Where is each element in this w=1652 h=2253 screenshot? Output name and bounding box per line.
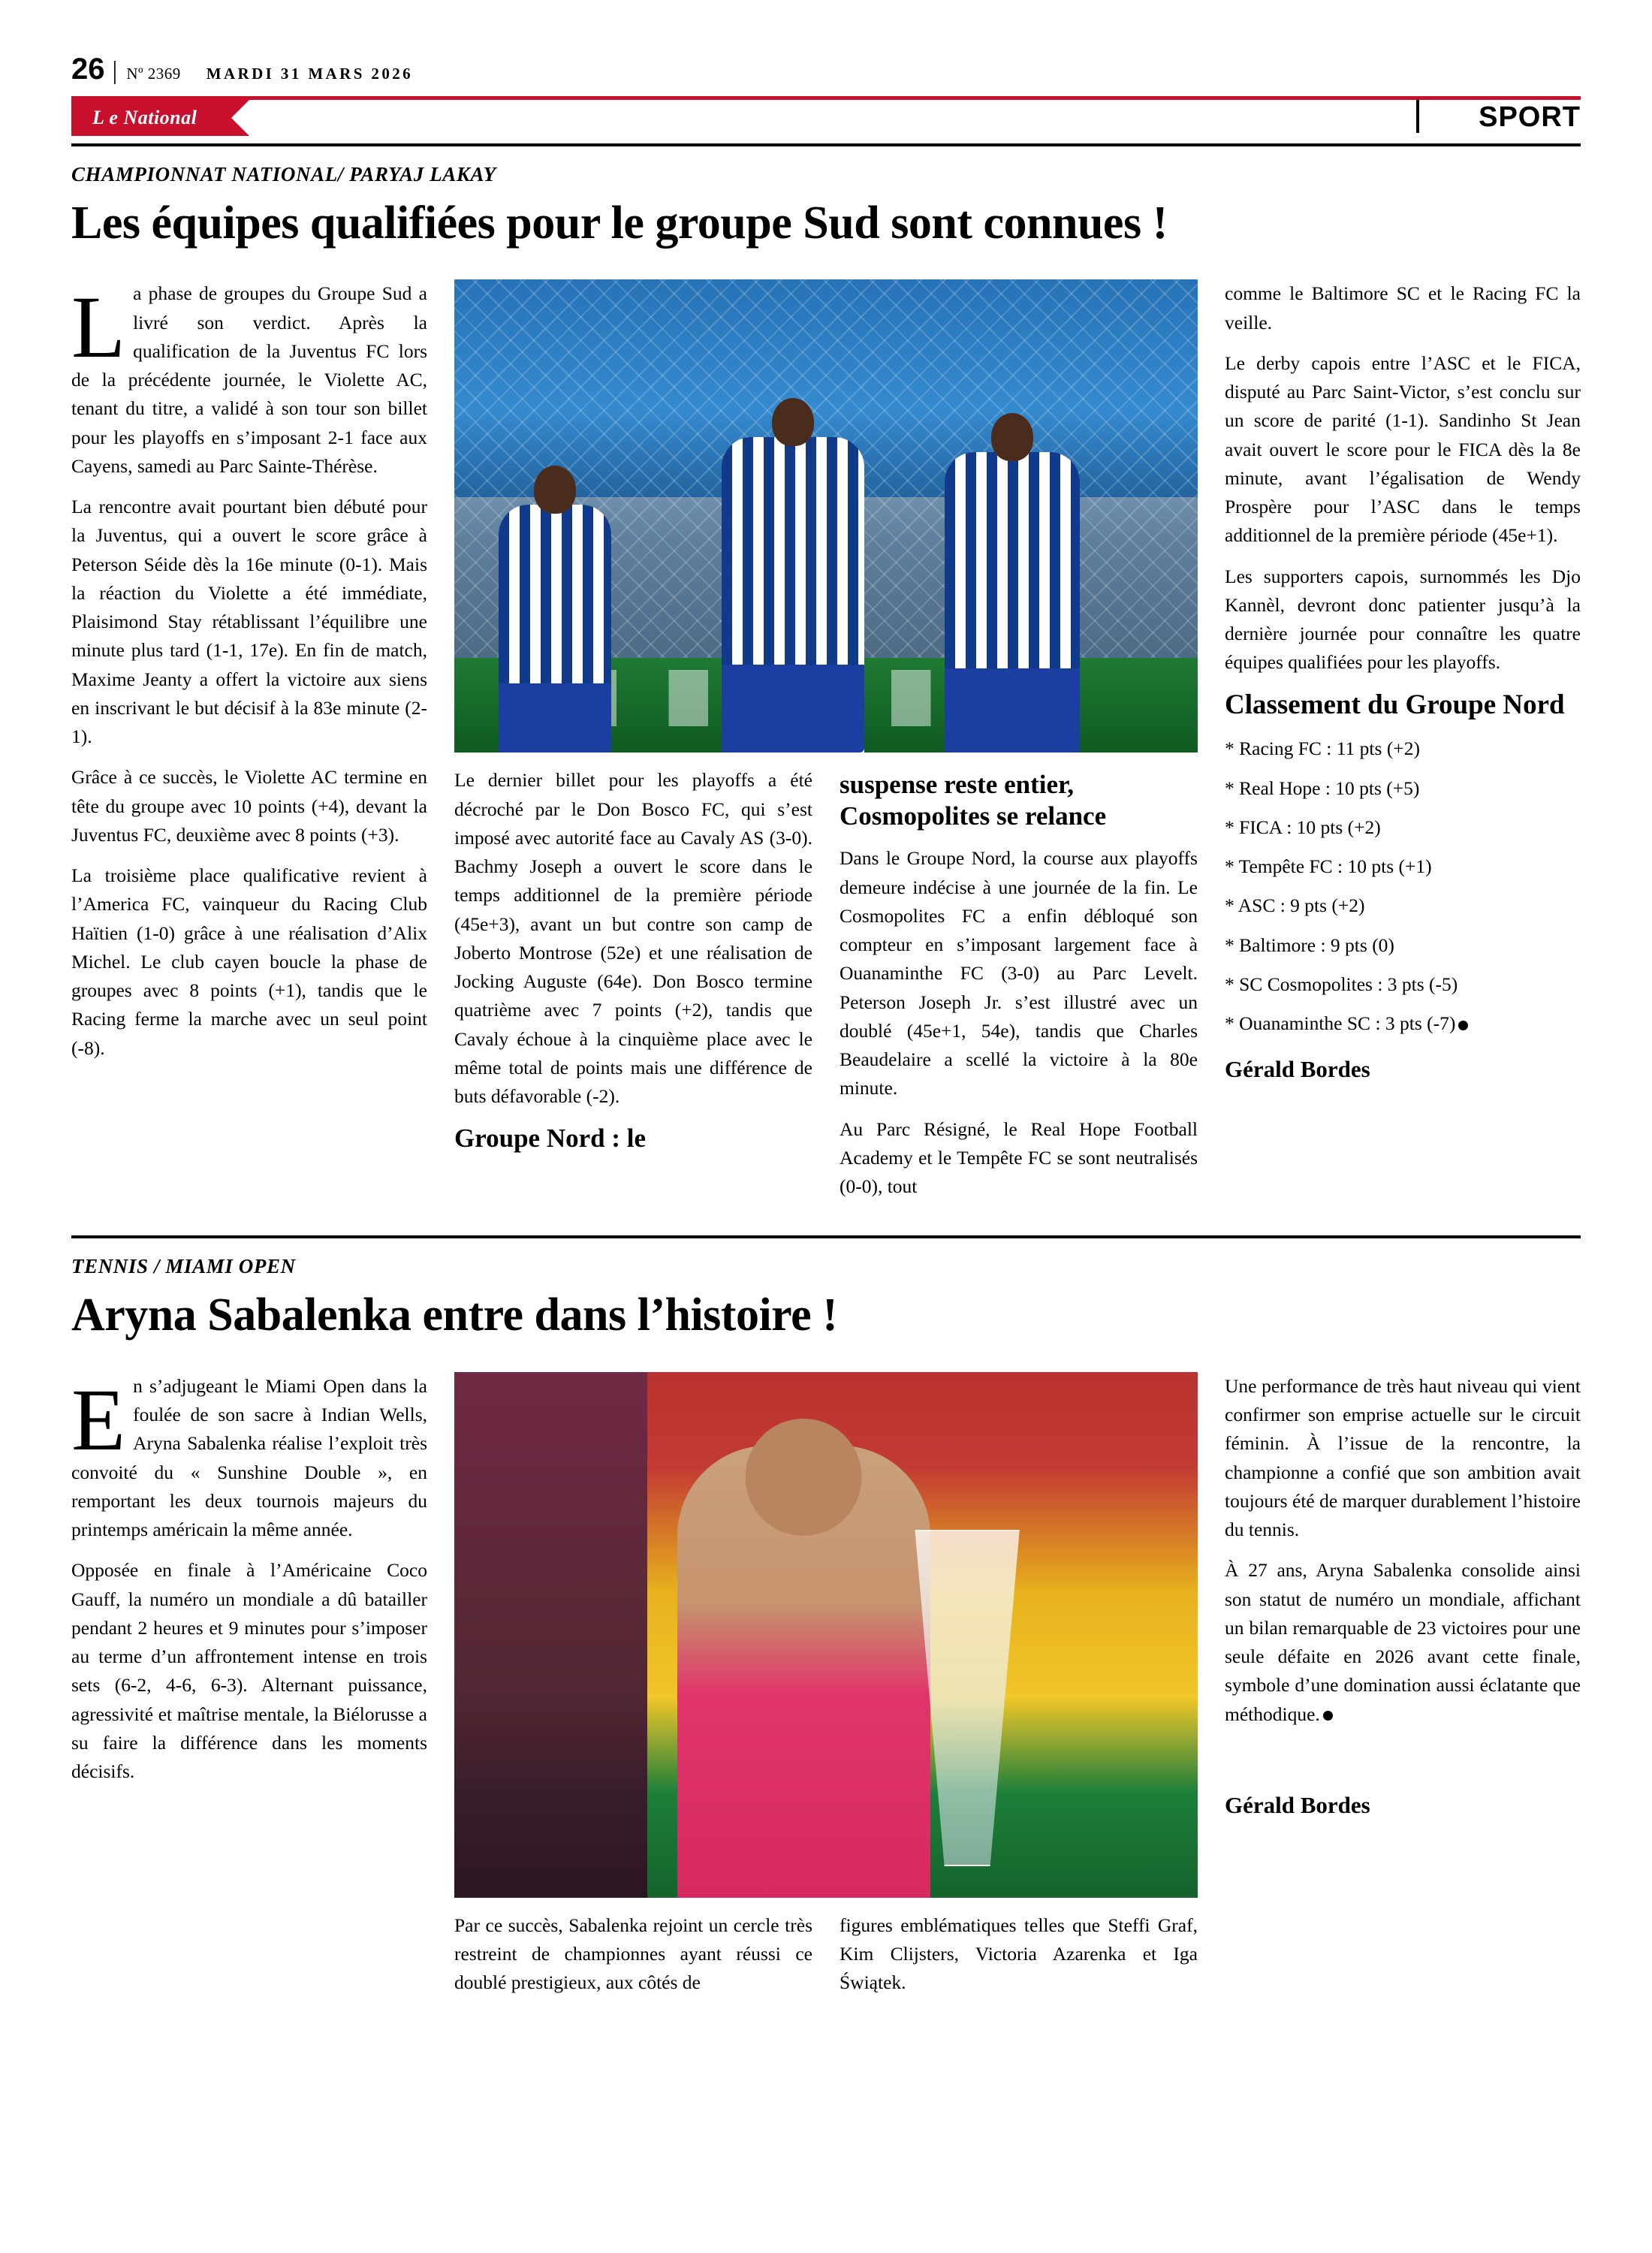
issue-number: Nº 2369 [126,65,181,83]
article2-p5: Une performance de très haut niveau qui vient confirmer son emprise actuelle sur le circuit féminin. À l’issue de la rencontre, la championne a confié que son ambition avait toujours été de marquer durablement l’histoire du tennis. [1225,1374,1581,1541]
article2-p4: figures emblématiques telles que Steffi Graf, Kim Clijsters, Victoria Azarenka et Iga Świątek. [840,1914,1198,1994]
article1-column-1 [71,279,427,1213]
article2-p3: Par ce succès, Sabalenka rejoint un cercle très restreint de championnes ayant réussi ce doublé prestigieux, aux côtés de [454,1914,812,1994]
article1-headline: Les équipes qualifiées pour le groupe Sud sont connues ! [71,198,1168,249]
article1-p4: La troisième place qualificative revient à l’America FC, vainqueur du Racing Club Haïtien (1-0) grâce à une réalisation d’Alix Michel. Le club cayen boucle la phase de groupes avec 8 points (+1), tandis que le Racing ferme la marche avec un seul point (-8). [71,864,427,1059]
article1-p6: Dans le Groupe Nord, la course aux playoffs demeure indécise à une journée de la fin. Le Cosmopolites FC a enfin débloqué son compteur en s’imposant largement face à Ouanaminthe FC (3-0) au Parc Levelt. Peterson Joseph Jr. s’est illustré avec un doublé (45e+1, 54e), tandis que Charles Beaudelaire a scellé la victoire à la 80e minute. [840,847,1198,1099]
article2-column-3 [840,1911,1198,2010]
brand-bar [71,100,1581,142]
standings-list [1225,734,1581,1038]
standings-row: * Racing FC : 11 pts (+2) [1225,737,1420,760]
article2-p1: En s’adjugeant le Miami Open dans la foulée de son sacre à Indian Wells, Aryna Sabalenka réalise l’exploit très convoité du « Sunshine Double », en remportant les deux tournois majeurs du printemps américain la même année. [71,1370,427,1541]
article1-p5: Le dernier billet pour les playoffs a été décroché par le Don Bosco FC, qui s’est imposé avec autorité face au Cavaly AS (3-0). Bachmy Joseph a ouvert le score dans le temps additionnel de la première période (45e+3), avant un but contre son camp de Joberto Montrose (52e) et une réalisation de Jocking Auguste (64e). Don Bosco termine quatrième avec 7 points (+2), tandis que Cavaly échoue à la cinquième place avec le même total de points mais une différence de buts défavorable (-2). [454,769,812,1108]
article1-column-4 [1225,279,1581,1213]
article2-column-1 [71,1372,427,2010]
masthead [71,0,1581,86]
article-football [71,163,1581,1213]
article2-middle-block [454,1372,1198,2010]
standings-row: * FICA : 10 pts (+2) [1225,816,1381,838]
article1-column-3 [840,766,1198,1213]
article2-photo [454,1372,1198,1898]
article1-middle-block [454,279,1198,1213]
end-mark-icon [1458,1021,1468,1030]
header-black-rule [71,143,1581,146]
article1-p7: Au Parc Résigné, le Real Hope Football Academy et le Tempête FC se sont neutralisés (0-0), tout [840,1117,1198,1198]
standings-row: * ASC : 9 pts (+2) [1225,894,1365,917]
article1-kicker: CHAMPIONNAT NATIONAL/ PARYAJ LAKAY [71,163,496,185]
article1-p8: comme le Baltimore SC et le Racing FC la veille. [1225,282,1581,333]
article2-column-2 [454,1911,812,2010]
article1-p1: La phase de groupes du Groupe Sud a livré son verdict. Après la qualification de la Juventus FC lors de la précédente journée, le Violette AC, tenant du titre, a validé à son tour son billet pour les playoffs en s’imposant 2-1 face aux Cayens, samedi au Parc Sainte-Thérèse. [71,278,427,477]
article1-mid-subcolumns [454,766,1198,1213]
article1-p10: Les supporters capois, surnommés les Djo Kannèl, devront donc patienter jusqu’à la dernière journée pour connaître les quatre équipes qualifiées pour les playoffs. [1225,565,1581,674]
article1-subhead-a: Groupe Nord : le [454,1123,647,1154]
section-divider [1416,100,1419,133]
masthead-separator: | [112,57,118,85]
article1-columns [71,279,1581,1213]
article1-byline: Gérald Bordes [1225,1056,1370,1083]
standings-row: * Real Hope : 10 pts (+5) [1225,777,1420,799]
article2-p6 [1225,1556,1581,1729]
article1-column-2 [454,766,812,1213]
brand-logo: L e National [71,100,231,136]
article1-photo [454,279,1198,753]
page-number: 26 [71,53,105,86]
section-title: SPORT [1479,101,1581,133]
article1-subhead-b: suspense reste entier, Cosmopolites se relance [840,770,1107,831]
standings-row-text: * Ouanaminthe SC : 3 pts (-7) [1225,1012,1456,1035]
article2-column-4 [1225,1372,1581,2010]
article1-p2: La rencontre avait pourtant bien débuté pour la Juventus, qui a ouvert le score grâce à Peterson Séide dès la 16e minute (0-1). Mais la réaction du Violette a été immédiate, Plaisimond Stay rétablissant l’équilibre une minute plus tard (1-1, 17e). En fin de match, Maxime Jeanty a offert la victoire aux siens en inscrivant le but décisif à la 83e minute (2-1). [71,496,427,748]
article2-mid-subcolumns [454,1911,1198,2010]
issue-date: MARDI 31 MARS 2026 [206,65,414,83]
standings-row: * Baltimore : 9 pts (0) [1225,933,1394,956]
standings-row-last [1225,1009,1581,1038]
article1-p9: Le derby capois entre l’ASC et le FICA, disputé au Parc Saint-Victor, s’est conclu sur un score de parité (1-1). Sandinho St Jean avait ouvert le score pour le FICA dès la 8e minute, avant l’égalisation de Wendy Prospère pour l’ASC dans le temps additionnel de la première période (45e+1). [1225,351,1581,547]
article2-p2: Opposée en finale à l’Américaine Coco Gauff, la numéro un mondiale a dû batailler pendant 2 heures et 9 minutes pour s’imposer au terme d’un affrontement intense en trois sets (6-2, 4-6, 6-3). Alternant puissance, agressivité et maîtrise mentale, la Biélorusse a su faire la différence dans les moments décisifs. [71,1559,427,1783]
end-mark-icon [1323,1711,1333,1721]
standings-row: * SC Cosmopolites : 3 pts (-5) [1225,973,1458,995]
article-divider [71,1235,1581,1238]
article2-p6-text: À 27 ans, Aryna Sabalenka consolide ainsi son statut de numéro un mondiale, affichant un bilan remarquable de 23 victoires pour une seule défaite en 2026 avant cette finale, symbole d’une domination aussi éclatante que méthodique. [1225,1559,1581,1725]
article2-kicker: TENNIS / MIAMI OPEN [71,1255,296,1278]
article2-columns [71,1372,1581,2010]
article2-headline: Aryna Sabalenka entre dans l’histoire ! [71,1289,838,1341]
article2-byline: Gérald Bordes [1225,1791,1370,1818]
article-tennis [71,1255,1581,2009]
article1-p3: Grâce à ce succès, le Violette AC termine en tête du groupe avec 10 points (+4), devant la Juventus FC, deuxième avec 8 points (+3). [71,766,427,846]
standings-row: * Tempête FC : 10 pts (+1) [1225,855,1432,878]
standings-title: Classement du Groupe Nord [1225,689,1565,720]
